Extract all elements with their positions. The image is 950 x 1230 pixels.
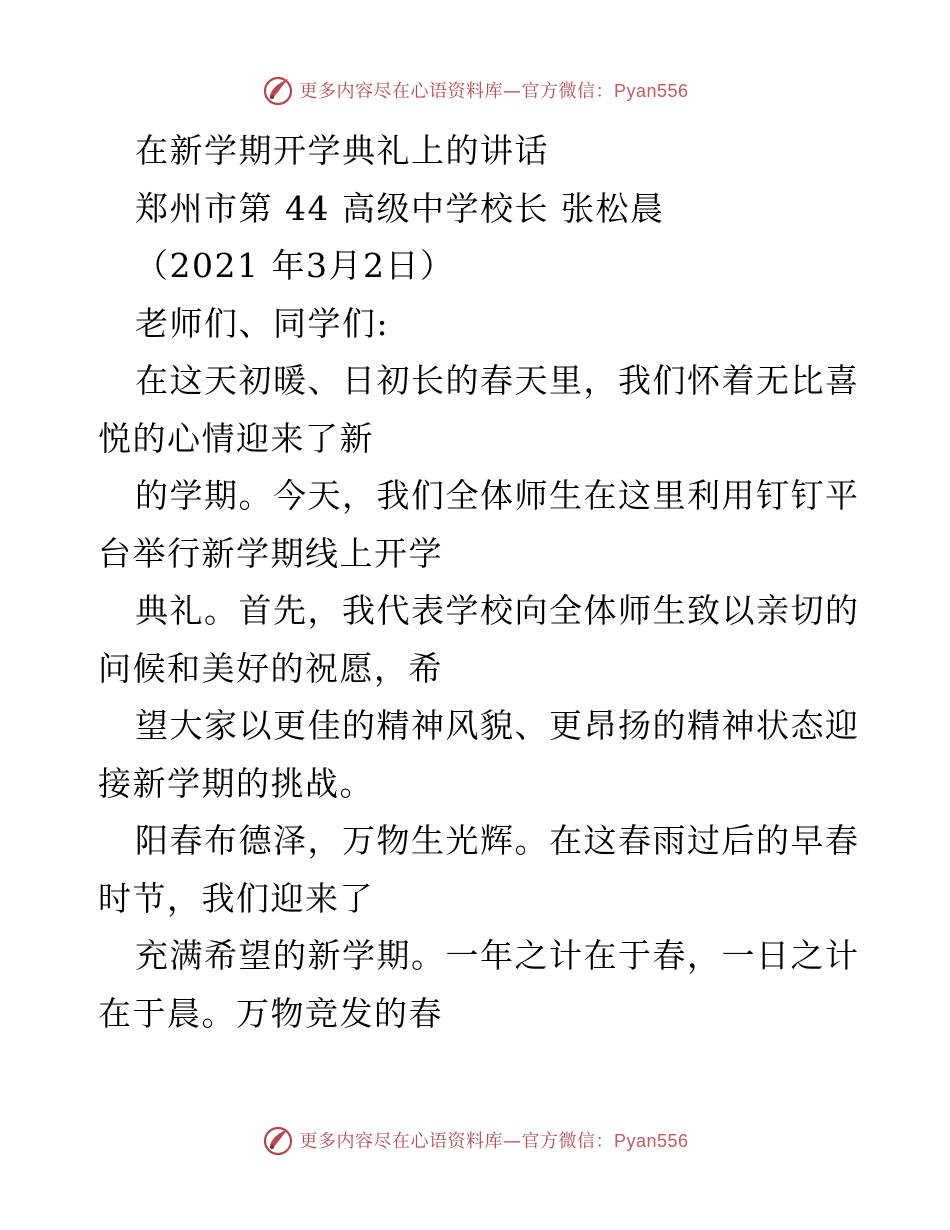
brush-logo-icon (261, 73, 295, 107)
text-line: 郑州市第 44 高级中学校长 张松晨 (135, 188, 665, 228)
text-line: 台举行新学期线上开学 (98, 533, 443, 573)
wechat-handle: Pyan556 (613, 81, 689, 101)
text-line: 典礼。首先，我代表学校向全体师生致以亲切的 (135, 591, 860, 630)
text-line: 接新学期的挑战。 (98, 763, 374, 803)
text-line: 望大家以更佳的精神风貌、更昂扬的精神状态迎 (135, 706, 860, 745)
banner-label: 更多内容尽在心语资料库—官方微信： (299, 1131, 614, 1152)
text-line: 在这天初暖、日初长的春天里，我们怀着无比喜 (135, 361, 860, 400)
banner-text (299, 77, 688, 103)
text-line: 在于晨。万物竞发的春 (98, 993, 443, 1033)
text-line: 问候和美好的祝愿，希 (98, 648, 443, 688)
text-line: 老师们、同学们: (135, 303, 390, 343)
text-line: 时节，我们迎来了 (98, 878, 374, 918)
text-line: 的学期。今天，我们全体师生在这里利用钉钉平 (135, 476, 860, 515)
banner-label: 更多内容尽在心语资料库—官方微信： (299, 81, 614, 102)
text-line: （2021 年3月2日） (135, 246, 455, 285)
text-line: 充满希望的新学期。一年之计在于春，一日之计 (135, 936, 860, 975)
text-line: 阳春布德泽，万物生光辉。在这春雨过后的早春 (135, 821, 860, 860)
text-line: 悦的心情迎来了新 (98, 418, 374, 458)
banner-text (299, 1127, 688, 1153)
wechat-handle: Pyan556 (613, 1131, 689, 1151)
text-line: 在新学期开学典礼上的讲话 (135, 131, 549, 170)
document-body (98, 122, 858, 1042)
header-banner (0, 70, 950, 110)
brush-logo-icon (261, 1123, 295, 1157)
footer-banner (0, 1120, 950, 1160)
